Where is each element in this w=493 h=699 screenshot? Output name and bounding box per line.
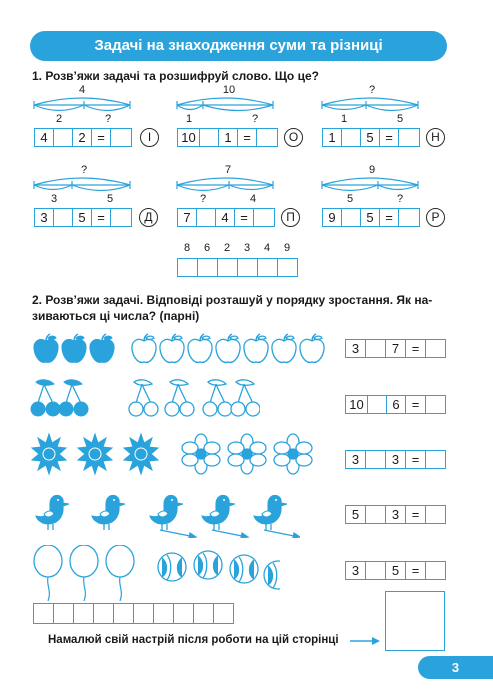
equals-sign: = bbox=[379, 128, 399, 147]
letter-circle: Р bbox=[426, 208, 445, 227]
ordering-box[interactable] bbox=[33, 603, 54, 624]
answer-blank[interactable] bbox=[199, 128, 219, 147]
number-b: 1 bbox=[218, 128, 238, 147]
number-a: 3 bbox=[345, 339, 366, 358]
answer-row bbox=[34, 128, 132, 147]
problem-1 bbox=[32, 86, 150, 158]
ordering-box[interactable] bbox=[133, 603, 154, 624]
number-a: 10 bbox=[345, 395, 368, 414]
problem-3 bbox=[320, 86, 450, 158]
number-b: 5 bbox=[360, 128, 380, 147]
part1-label: ? bbox=[199, 193, 207, 205]
answer-blank[interactable] bbox=[341, 208, 361, 227]
part2-label: 4 bbox=[249, 193, 257, 205]
mood-instruction: Намалюй свій настрій після роботи на цій сторінці bbox=[48, 634, 339, 646]
ordering-box[interactable] bbox=[73, 603, 94, 624]
answer-blank[interactable] bbox=[365, 561, 386, 580]
ordering-box[interactable] bbox=[53, 603, 74, 624]
decode-letter-box[interactable] bbox=[237, 258, 258, 277]
part2-label: ? bbox=[251, 113, 259, 125]
result-box[interactable] bbox=[425, 450, 446, 469]
part1-label: 5 bbox=[346, 193, 354, 205]
decode-letter-box[interactable] bbox=[277, 258, 298, 277]
answer-row bbox=[322, 128, 420, 147]
ordering-box[interactable] bbox=[113, 603, 134, 624]
part2-label: ? bbox=[396, 193, 404, 205]
result-box[interactable] bbox=[425, 395, 446, 414]
problem-4 bbox=[32, 166, 162, 238]
number-a: 7 bbox=[177, 208, 197, 227]
equals-sign: = bbox=[237, 128, 257, 147]
task1-problems bbox=[0, 0, 493, 260]
decode-letter-box[interactable] bbox=[257, 258, 278, 277]
page-title: Задачі на знаходження суми та різниці bbox=[30, 31, 447, 61]
total-label: 9 bbox=[368, 164, 376, 176]
total-label: 10 bbox=[222, 84, 236, 96]
decode-number: 4 bbox=[263, 242, 271, 254]
problem-2 bbox=[175, 86, 305, 158]
number-b: 3 bbox=[385, 450, 406, 469]
answer-blank[interactable] bbox=[196, 208, 216, 227]
equals-sign: = bbox=[405, 339, 426, 358]
number-a: 5 bbox=[345, 505, 366, 524]
letter-circle: П bbox=[281, 208, 300, 227]
decode-number: 2 bbox=[223, 242, 231, 254]
answer-blank[interactable] bbox=[367, 395, 387, 414]
number-b: 7 bbox=[385, 339, 406, 358]
answer-blank[interactable] bbox=[53, 128, 73, 147]
answer-blank[interactable] bbox=[341, 128, 361, 147]
ordering-box[interactable] bbox=[93, 603, 114, 624]
ordering-box[interactable] bbox=[173, 603, 194, 624]
equation-row-3 bbox=[345, 450, 445, 469]
part2-label: 5 bbox=[106, 193, 114, 205]
number-a: 4 bbox=[34, 128, 54, 147]
number-b: 5 bbox=[360, 208, 380, 227]
decode-number: 9 bbox=[283, 242, 291, 254]
decode-letter-box[interactable] bbox=[217, 258, 238, 277]
mood-drawing-box[interactable] bbox=[385, 591, 445, 651]
ordering-strip bbox=[33, 603, 235, 624]
task2-heading: 2. Розв’яжи задачі. Відповіді розташуй у порядку зростання. Як на- зиваються ці числа? (парні) bbox=[32, 293, 433, 323]
equation-row-2 bbox=[345, 395, 445, 414]
number-a: 3 bbox=[345, 561, 366, 580]
letter-circle: О bbox=[284, 128, 303, 147]
ordering-box[interactable] bbox=[193, 603, 214, 624]
answer-row bbox=[177, 208, 275, 227]
total-label: ? bbox=[368, 84, 376, 96]
answer-blank[interactable] bbox=[365, 505, 386, 524]
page-number: 3 bbox=[418, 656, 493, 679]
number-b: 4 bbox=[215, 208, 235, 227]
number-a: 3 bbox=[345, 450, 366, 469]
cherries-illustration bbox=[30, 378, 260, 418]
result-box[interactable] bbox=[425, 561, 446, 580]
answer-row bbox=[177, 128, 279, 147]
total-label: 7 bbox=[224, 164, 232, 176]
ordering-box[interactable] bbox=[153, 603, 174, 624]
total-label: ? bbox=[80, 164, 88, 176]
apples-illustration bbox=[30, 330, 340, 366]
number-a: 1 bbox=[322, 128, 342, 147]
letter-circle: І bbox=[140, 128, 159, 147]
answer-blank[interactable] bbox=[365, 450, 386, 469]
result-box[interactable] bbox=[398, 128, 420, 147]
equals-sign: = bbox=[91, 128, 111, 147]
decode-strip bbox=[177, 242, 301, 278]
birds-illustration bbox=[30, 490, 300, 538]
letter-circle: Д bbox=[139, 208, 158, 227]
number-b: 3 bbox=[385, 505, 406, 524]
total-label: 4 bbox=[78, 84, 86, 96]
answer-row bbox=[34, 208, 132, 227]
result-box[interactable] bbox=[110, 208, 132, 227]
number-b: 6 bbox=[386, 395, 406, 414]
decode-letter-box[interactable] bbox=[177, 258, 198, 277]
decode-number: 3 bbox=[243, 242, 251, 254]
flowers-illustration bbox=[30, 432, 320, 476]
part2-label: ? bbox=[104, 113, 112, 125]
equation-row-1 bbox=[345, 339, 445, 358]
decode-number: 6 bbox=[203, 242, 211, 254]
result-box[interactable] bbox=[110, 128, 132, 147]
equation-row-4 bbox=[345, 505, 445, 524]
problem-5 bbox=[175, 166, 305, 238]
decode-answer-row bbox=[177, 258, 299, 277]
answer-blank[interactable] bbox=[365, 339, 386, 358]
equals-sign: = bbox=[405, 505, 426, 524]
number-b: 2 bbox=[72, 128, 92, 147]
answer-row bbox=[322, 208, 420, 227]
equals-sign: = bbox=[405, 395, 426, 414]
result-box[interactable] bbox=[425, 339, 446, 358]
problem-6 bbox=[320, 166, 450, 238]
number-a: 9 bbox=[322, 208, 342, 227]
decode-letter-box[interactable] bbox=[197, 258, 218, 277]
answer-blank[interactable] bbox=[53, 208, 73, 227]
number-b: 5 bbox=[72, 208, 92, 227]
number-b: 5 bbox=[385, 561, 406, 580]
number-a: 10 bbox=[177, 128, 200, 147]
letter-circle: Н bbox=[426, 128, 445, 147]
equation-row-5 bbox=[345, 561, 445, 580]
part1-label: 1 bbox=[185, 113, 193, 125]
number-a: 3 bbox=[34, 208, 54, 227]
result-box[interactable] bbox=[398, 208, 420, 227]
ordering-box[interactable] bbox=[213, 603, 234, 624]
equals-sign: = bbox=[405, 450, 426, 469]
decode-number: 8 bbox=[183, 242, 191, 254]
arrow-right-icon bbox=[350, 636, 380, 646]
result-box[interactable] bbox=[253, 208, 275, 227]
balloons-illustration bbox=[30, 545, 280, 603]
result-box[interactable] bbox=[425, 505, 446, 524]
equals-sign: = bbox=[234, 208, 254, 227]
part1-label: 1 bbox=[340, 113, 348, 125]
equals-sign: = bbox=[91, 208, 111, 227]
part1-label: 2 bbox=[55, 113, 63, 125]
part1-label: 3 bbox=[50, 193, 58, 205]
part2-label: 5 bbox=[396, 113, 404, 125]
task1-heading: 1. Розв’яжи задачі та розшифруй слово. Що це? bbox=[32, 69, 319, 83]
result-box[interactable] bbox=[256, 128, 278, 147]
equals-sign: = bbox=[405, 561, 426, 580]
equals-sign: = bbox=[379, 208, 399, 227]
